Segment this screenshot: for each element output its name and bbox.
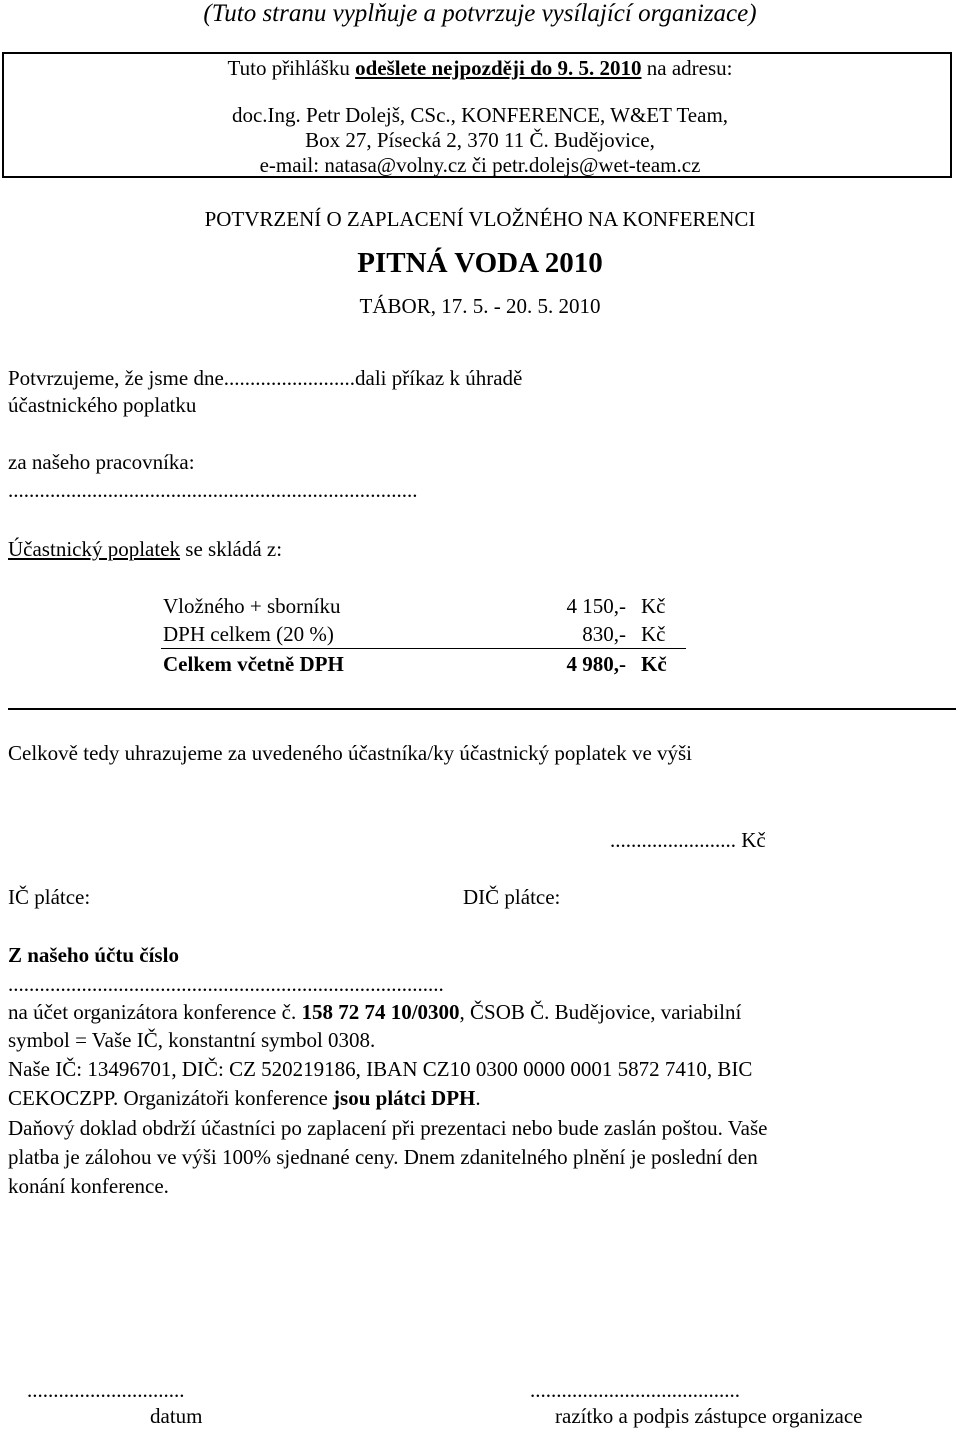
- symbol-line: symbol = Vaše IČ, konstantní symbol 0308.: [8, 1028, 376, 1052]
- deadline-date: odešlete nejpozději do 9. 5. 2010: [355, 56, 642, 80]
- total-payment-text: Celkově tedy uhrazujeme za uvedeného účastníka/ky účastnický poplatek ve výši: [8, 741, 693, 765]
- payment-order-line: Potvrzujeme, že jsme dne.........................dali příkaz k úhradě: [8, 366, 523, 390]
- payment-order-line-2: účastnického poplatku: [8, 393, 197, 417]
- fee-row-currency: Kč: [641, 594, 666, 618]
- fee-row-label: Vložného + sborníku: [163, 594, 341, 618]
- event-title: PITNÁ VODA 2010: [357, 247, 603, 279]
- fee-total-label: Celkem včetně DPH: [163, 652, 344, 676]
- dic-label: DIČ plátce:: [463, 885, 561, 909]
- amount-field[interactable]: ........................ Kč: [610, 828, 766, 852]
- organizer-account-suffix: , ČSOB Č. Budějovice, variabilní: [459, 1000, 742, 1024]
- tax-doc-line-2: platba je zálohou ve výši 100% sjednané ceny. Dnem zdanitelného plnění je poslední den: [8, 1145, 758, 1169]
- fee-heading: [8, 537, 282, 562]
- event-place-date: TÁBOR, 17. 5. - 20. 5. 2010: [359, 294, 601, 318]
- address-line-2: Box 27, Písecká 2, 370 11 Č. Budějovice,: [305, 128, 655, 152]
- deadline-suffix: na adresu:: [641, 56, 733, 80]
- vat-payer-suffix: .: [475, 1086, 481, 1110]
- fee-heading-underlined: Účastnický poplatek: [8, 537, 181, 561]
- stamp-signature-label: razítko a podpis zástupce organizace: [555, 1404, 863, 1428]
- tax-doc-line-3: konání konference.: [8, 1174, 169, 1198]
- organizer-account-number: 158 72 74 10/0300: [301, 1000, 460, 1024]
- vat-payer-status: jsou plátci DPH: [333, 1086, 476, 1110]
- account-field[interactable]: ...................................................................................: [8, 972, 444, 996]
- date-label: datum: [150, 1404, 203, 1428]
- deadline-line: [0, 56, 960, 81]
- vat-payer-line: [8, 1086, 481, 1111]
- organizer-account-line: [8, 1000, 741, 1025]
- fee-row-amount: 4 150,-: [566, 594, 626, 618]
- date-field[interactable]: ..............................: [27, 1378, 185, 1402]
- vat-payer-prefix: CEKOCZPP. Organizátoři konference: [8, 1086, 334, 1110]
- form-header: (Tuto stranu vyplňuje a potvrzuje vysílající organizace): [203, 0, 757, 27]
- fee-table-divider: [161, 648, 686, 649]
- stamp-signature-field[interactable]: ........................................: [530, 1378, 740, 1402]
- account-heading: Z našeho účtu číslo: [8, 943, 179, 967]
- employee-field[interactable]: ..............................................................................: [8, 478, 418, 502]
- deadline-prefix: Tuto přihlášku: [227, 56, 356, 80]
- employee-label: za našeho pracovníka:: [8, 450, 195, 474]
- tax-doc-line-1: Daňový doklad obdrží účastníci po zaplacení při prezentaci nebo bude zaslán poštou. Vaše: [8, 1116, 768, 1140]
- fee-row-label: DPH celkem (20 %): [163, 622, 334, 646]
- fee-total-currency: Kč: [641, 652, 667, 676]
- address-line-1: doc.Ing. Petr Dolejš, CSc., KONFERENCE, W&ET Team,: [231, 103, 729, 127]
- address-email: e-mail: natasa@volny.cz či petr.dolejs@wet-team.cz: [259, 153, 701, 177]
- fee-row-currency: Kč: [641, 622, 666, 646]
- fee-heading-rest: se skládá z:: [180, 537, 283, 561]
- ic-label: IČ plátce:: [8, 885, 91, 909]
- organizer-account-prefix: na účet organizátora konference č.: [8, 1000, 302, 1024]
- section-divider: [8, 708, 956, 710]
- confirmation-heading: POTVRZENÍ O ZAPLACENÍ VLOŽNÉHO NA KONFERENCI: [204, 207, 756, 231]
- fee-row-amount: 830,-: [582, 622, 626, 646]
- organizer-ids-line: Naše IČ: 13496701, DIČ: CZ 520219186, IBAN CZ10 0300 0000 0001 5872 7410, BIC: [8, 1057, 753, 1081]
- fee-total-amount: 4 980,-: [566, 652, 626, 676]
